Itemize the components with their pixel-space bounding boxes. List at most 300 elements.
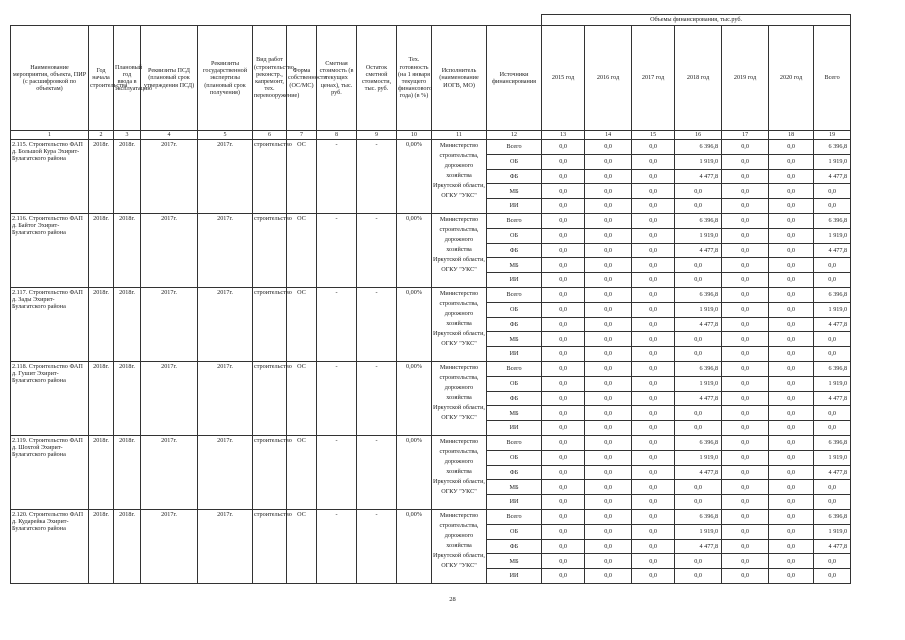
estimated-cost: - bbox=[317, 213, 357, 287]
ownership-form: ОС bbox=[287, 509, 317, 583]
amount-cell: 0,0 bbox=[769, 140, 814, 155]
amount-cell: 0,0 bbox=[632, 376, 675, 391]
amount-cell: 0,0 bbox=[814, 273, 851, 288]
start-year: 2018г. bbox=[89, 287, 114, 361]
column-number: 13 bbox=[542, 131, 585, 140]
column-number: 16 bbox=[675, 131, 722, 140]
column-number: 8 bbox=[317, 131, 357, 140]
ownership-form: ОС bbox=[287, 435, 317, 509]
amount-cell: 0,0 bbox=[632, 465, 675, 480]
amount-cell: 0,0 bbox=[675, 480, 722, 495]
amount-cell: 0,0 bbox=[769, 332, 814, 347]
amount-cell: 6 396,8 bbox=[675, 509, 722, 524]
amount-cell: 4 477,8 bbox=[675, 317, 722, 332]
amount-cell: 6 396,8 bbox=[814, 140, 851, 155]
amount-cell: 4 477,8 bbox=[675, 391, 722, 406]
amount-cell: 0,0 bbox=[542, 184, 585, 199]
funding-source: ИИ bbox=[487, 569, 542, 584]
amount-cell: 0,0 bbox=[542, 495, 585, 510]
amount-cell: 0,0 bbox=[632, 154, 675, 169]
document-page bbox=[10, 14, 850, 584]
amount-cell: 0,0 bbox=[542, 539, 585, 554]
amount-cell: 6 396,8 bbox=[814, 509, 851, 524]
amount-cell: 0,0 bbox=[585, 332, 632, 347]
amount-cell: 0,0 bbox=[542, 376, 585, 391]
amount-cell: 0,0 bbox=[585, 184, 632, 199]
amount-cell: 0,0 bbox=[814, 184, 851, 199]
amount-cell: 6 396,8 bbox=[675, 140, 722, 155]
funding-source: ОБ bbox=[487, 376, 542, 391]
amount-cell: 0,0 bbox=[542, 169, 585, 184]
amount-cell: 0,0 bbox=[814, 332, 851, 347]
tech-readiness: 0,00% bbox=[397, 140, 432, 214]
funding-source: Всего bbox=[487, 287, 542, 302]
ownership-form: ОС bbox=[287, 140, 317, 214]
project-name: 2.118. Строительство ФАП д. Гушит Эхирит-Булагатского района bbox=[11, 361, 89, 435]
amount-cell: 6 396,8 bbox=[814, 361, 851, 376]
amount-cell: 0,0 bbox=[585, 450, 632, 465]
amount-cell: 0,0 bbox=[585, 258, 632, 273]
column-number: 9 bbox=[357, 131, 397, 140]
year-header: 2015 год bbox=[542, 26, 585, 131]
amount-cell: 0,0 bbox=[632, 569, 675, 584]
column-header: Тех. готовность (на 1 января текущего финансового года) (в %) bbox=[397, 26, 432, 131]
amount-cell: 0,0 bbox=[722, 421, 769, 436]
amount-cell: 0,0 bbox=[585, 376, 632, 391]
work-type: строительство bbox=[253, 435, 287, 509]
executor: Министерство строительства, дорожного хозяйства Иркутской области, ОГКУ "УКС" bbox=[432, 140, 487, 214]
amount-cell: 0,0 bbox=[632, 258, 675, 273]
funding-source: ОБ bbox=[487, 154, 542, 169]
commission-year: 2018г. bbox=[114, 509, 141, 583]
amount-cell: 0,0 bbox=[814, 347, 851, 362]
amount-cell: 0,0 bbox=[632, 361, 675, 376]
amount-cell: 0,0 bbox=[585, 140, 632, 155]
amount-cell: 0,0 bbox=[769, 524, 814, 539]
amount-cell: 0,0 bbox=[542, 258, 585, 273]
amount-cell: 0,0 bbox=[542, 435, 585, 450]
amount-cell: 0,0 bbox=[585, 539, 632, 554]
year-header: 2017 год bbox=[632, 26, 675, 131]
funding-source: ИИ bbox=[487, 273, 542, 288]
amount-cell: 0,0 bbox=[632, 421, 675, 436]
amount-cell: 0,0 bbox=[769, 273, 814, 288]
funding-source: ОБ bbox=[487, 524, 542, 539]
amount-cell: 0,0 bbox=[722, 539, 769, 554]
amount-cell: 0,0 bbox=[769, 421, 814, 436]
commission-year: 2018г. bbox=[114, 361, 141, 435]
work-type: строительство bbox=[253, 361, 287, 435]
amount-cell: 4 477,8 bbox=[675, 243, 722, 258]
amount-cell: 0,0 bbox=[585, 169, 632, 184]
column-header: Плановый год ввода в эксплуатацию bbox=[114, 26, 141, 131]
amount-cell: 0,0 bbox=[632, 184, 675, 199]
amount-cell: 0,0 bbox=[585, 509, 632, 524]
tech-readiness: 0,00% bbox=[397, 287, 432, 361]
amount-cell: 0,0 bbox=[722, 184, 769, 199]
start-year: 2018г. bbox=[89, 213, 114, 287]
amount-cell: 0,0 bbox=[769, 347, 814, 362]
amount-cell: 0,0 bbox=[769, 361, 814, 376]
start-year: 2018г. bbox=[89, 140, 114, 214]
executor: Министерство строительства, дорожного хозяйства Иркутской области, ОГКУ "УКС" bbox=[432, 361, 487, 435]
amount-cell: 0,0 bbox=[769, 554, 814, 569]
amount-cell: 6 396,8 bbox=[675, 361, 722, 376]
amount-cell: 0,0 bbox=[722, 154, 769, 169]
funding-source: ФБ bbox=[487, 317, 542, 332]
amount-cell: 0,0 bbox=[722, 287, 769, 302]
tech-readiness: 0,00% bbox=[397, 435, 432, 509]
year-header: 2018 год bbox=[675, 26, 722, 131]
amount-cell: 4 477,8 bbox=[814, 391, 851, 406]
amount-cell: 0,0 bbox=[632, 302, 675, 317]
column-number: 11 bbox=[432, 131, 487, 140]
psd-date: 2017г. bbox=[141, 509, 198, 583]
cost-remainder: - bbox=[357, 287, 397, 361]
start-year: 2018г. bbox=[89, 361, 114, 435]
amount-cell: 0,0 bbox=[814, 480, 851, 495]
executor: Министерство строительства, дорожного хозяйства Иркутской области, ОГКУ "УКС" bbox=[432, 509, 487, 583]
commission-year: 2018г. bbox=[114, 435, 141, 509]
amount-cell: 0,0 bbox=[585, 273, 632, 288]
amount-cell: 0,0 bbox=[542, 524, 585, 539]
amount-cell: 0,0 bbox=[542, 140, 585, 155]
amount-cell: 0,0 bbox=[542, 302, 585, 317]
project-name: 2.115. Строительство ФАП д. Большой Кура Эхирит-Булагатского района bbox=[11, 140, 89, 214]
amount-cell: 0,0 bbox=[585, 317, 632, 332]
amount-cell: 1 919,0 bbox=[675, 524, 722, 539]
amount-cell: 0,0 bbox=[722, 554, 769, 569]
amount-cell: 0,0 bbox=[542, 509, 585, 524]
amount-cell: 0,0 bbox=[542, 421, 585, 436]
expertise-date: 2017г. bbox=[198, 287, 253, 361]
amount-cell: 0,0 bbox=[542, 347, 585, 362]
amount-cell: 0,0 bbox=[632, 554, 675, 569]
amount-cell: 0,0 bbox=[632, 317, 675, 332]
commission-year: 2018г. bbox=[114, 287, 141, 361]
amount-cell: 0,0 bbox=[585, 361, 632, 376]
amount-cell: 0,0 bbox=[632, 140, 675, 155]
amount-cell: 0,0 bbox=[585, 347, 632, 362]
amount-cell: 0,0 bbox=[542, 213, 585, 228]
amount-cell: 0,0 bbox=[585, 554, 632, 569]
amount-cell: 0,0 bbox=[675, 347, 722, 362]
tech-readiness: 0,00% bbox=[397, 361, 432, 435]
amount-cell: 0,0 bbox=[542, 287, 585, 302]
year-header: Всего bbox=[814, 26, 851, 131]
work-type: строительство bbox=[253, 509, 287, 583]
amount-cell: 0,0 bbox=[542, 450, 585, 465]
funding-source: Всего bbox=[487, 435, 542, 450]
amount-cell: 0,0 bbox=[722, 213, 769, 228]
expertise-date: 2017г. bbox=[198, 361, 253, 435]
amount-cell: 0,0 bbox=[814, 421, 851, 436]
amount-cell: 0,0 bbox=[722, 450, 769, 465]
column-number: 3 bbox=[114, 131, 141, 140]
amount-cell: 1 919,0 bbox=[814, 450, 851, 465]
table-row bbox=[11, 361, 851, 376]
amount-cell: 0,0 bbox=[585, 406, 632, 421]
amount-cell: 0,0 bbox=[585, 435, 632, 450]
amount-cell: 0,0 bbox=[769, 509, 814, 524]
column-number: 4 bbox=[141, 131, 198, 140]
column-number: 2 bbox=[89, 131, 114, 140]
amount-cell: 0,0 bbox=[542, 243, 585, 258]
amount-cell: 0,0 bbox=[722, 317, 769, 332]
table-row bbox=[11, 509, 851, 524]
funding-source: МБ bbox=[487, 480, 542, 495]
amount-cell: 0,0 bbox=[769, 406, 814, 421]
psd-date: 2017г. bbox=[141, 435, 198, 509]
amount-cell: 0,0 bbox=[722, 140, 769, 155]
amount-cell: 0,0 bbox=[722, 391, 769, 406]
commission-year: 2018г. bbox=[114, 140, 141, 214]
amount-cell: 4 477,8 bbox=[814, 539, 851, 554]
column-header: Источники финансирования bbox=[487, 26, 542, 131]
amount-cell: 0,0 bbox=[632, 509, 675, 524]
amount-cell: 0,0 bbox=[542, 569, 585, 584]
psd-date: 2017г. bbox=[141, 361, 198, 435]
amount-cell: 1 919,0 bbox=[675, 376, 722, 391]
amount-cell: 0,0 bbox=[632, 450, 675, 465]
amount-cell: 0,0 bbox=[769, 391, 814, 406]
amount-cell: 6 396,8 bbox=[675, 213, 722, 228]
amount-cell: 0,0 bbox=[632, 332, 675, 347]
amount-cell: 0,0 bbox=[585, 465, 632, 480]
amount-cell: 0,0 bbox=[814, 554, 851, 569]
amount-cell: 0,0 bbox=[722, 332, 769, 347]
expertise-date: 2017г. bbox=[198, 435, 253, 509]
tech-readiness: 0,00% bbox=[397, 509, 432, 583]
amount-cell: 0,0 bbox=[632, 273, 675, 288]
amount-cell: 0,0 bbox=[814, 258, 851, 273]
amount-cell: 0,0 bbox=[542, 273, 585, 288]
amount-cell: 0,0 bbox=[769, 302, 814, 317]
psd-date: 2017г. bbox=[141, 287, 198, 361]
amount-cell: 0,0 bbox=[722, 376, 769, 391]
amount-cell: 0,0 bbox=[542, 554, 585, 569]
amount-cell: 0,0 bbox=[585, 243, 632, 258]
amount-cell: 0,0 bbox=[542, 465, 585, 480]
amount-cell: 0,0 bbox=[769, 287, 814, 302]
amount-cell: 0,0 bbox=[542, 154, 585, 169]
ownership-form: ОС bbox=[287, 287, 317, 361]
column-number: 15 bbox=[632, 131, 675, 140]
amount-cell: 0,0 bbox=[675, 332, 722, 347]
amount-cell: 0,0 bbox=[722, 258, 769, 273]
amount-cell: 0,0 bbox=[585, 524, 632, 539]
column-header: Исполнитель (наименование ИОГВ, МО) bbox=[432, 26, 487, 131]
funding-source: Всего bbox=[487, 213, 542, 228]
amount-cell: 0,0 bbox=[769, 569, 814, 584]
funding-source: ФБ bbox=[487, 465, 542, 480]
psd-date: 2017г. bbox=[141, 213, 198, 287]
amount-cell: 0,0 bbox=[722, 435, 769, 450]
amount-cell: 0,0 bbox=[722, 169, 769, 184]
project-name: 2.117. Строительство ФАП д. Зады Эхирит-Булагатского района bbox=[11, 287, 89, 361]
amount-cell: 0,0 bbox=[722, 199, 769, 214]
project-name: 2.120. Строительство ФАП д. Кударейка Эхирит-Булагатского района bbox=[11, 509, 89, 583]
column-number: 17 bbox=[722, 131, 769, 140]
amount-cell: 0,0 bbox=[675, 273, 722, 288]
amount-cell: 0,0 bbox=[585, 480, 632, 495]
cost-remainder: - bbox=[357, 435, 397, 509]
cost-remainder: - bbox=[357, 509, 397, 583]
funding-source: ОБ bbox=[487, 302, 542, 317]
amount-cell: 0,0 bbox=[769, 539, 814, 554]
cost-remainder: - bbox=[357, 361, 397, 435]
amount-cell: 0,0 bbox=[632, 406, 675, 421]
amount-cell: 1 919,0 bbox=[814, 376, 851, 391]
funding-source: ОБ bbox=[487, 228, 542, 243]
table-row bbox=[11, 287, 851, 302]
amount-cell: 0,0 bbox=[769, 435, 814, 450]
funding-source: ФБ bbox=[487, 243, 542, 258]
page-number: 28 bbox=[449, 596, 456, 603]
amount-cell: 0,0 bbox=[632, 435, 675, 450]
amount-cell: 0,0 bbox=[542, 317, 585, 332]
amount-cell: 0,0 bbox=[769, 317, 814, 332]
amount-cell: 0,0 bbox=[542, 361, 585, 376]
amount-cell: 0,0 bbox=[722, 347, 769, 362]
amount-cell: 0,0 bbox=[585, 302, 632, 317]
table-row bbox=[11, 213, 851, 228]
column-number: 19 bbox=[814, 131, 851, 140]
column-number: 1 bbox=[11, 131, 89, 140]
year-header: 2020 год bbox=[769, 26, 814, 131]
amount-cell: 0,0 bbox=[585, 154, 632, 169]
column-number-row bbox=[11, 131, 851, 140]
year-header: 2016 год bbox=[585, 26, 632, 131]
funding-source: ИИ bbox=[487, 495, 542, 510]
work-type: строительство bbox=[253, 140, 287, 214]
amount-cell: 0,0 bbox=[722, 273, 769, 288]
amount-cell: 0,0 bbox=[632, 539, 675, 554]
table-row bbox=[11, 435, 851, 450]
amount-cell: 0,0 bbox=[675, 554, 722, 569]
amount-cell: 0,0 bbox=[722, 495, 769, 510]
expertise-date: 2017г. bbox=[198, 140, 253, 214]
amount-cell: 0,0 bbox=[542, 406, 585, 421]
table-body bbox=[11, 140, 851, 584]
amount-cell: 4 477,8 bbox=[814, 465, 851, 480]
amount-cell: 0,0 bbox=[585, 421, 632, 436]
funding-source: ФБ bbox=[487, 539, 542, 554]
amount-cell: 0,0 bbox=[632, 199, 675, 214]
amount-cell: 1 919,0 bbox=[675, 228, 722, 243]
amount-cell: 0,0 bbox=[632, 243, 675, 258]
funding-source: Всего bbox=[487, 140, 542, 155]
amount-cell: 0,0 bbox=[722, 243, 769, 258]
work-type: строительство bbox=[253, 287, 287, 361]
start-year: 2018г. bbox=[89, 435, 114, 509]
amount-cell: 1 919,0 bbox=[814, 154, 851, 169]
amount-cell: 0,0 bbox=[585, 213, 632, 228]
amount-cell: 0,0 bbox=[542, 228, 585, 243]
tech-readiness: 0,00% bbox=[397, 213, 432, 287]
amount-cell: 0,0 bbox=[542, 332, 585, 347]
amount-cell: 0,0 bbox=[769, 243, 814, 258]
start-year: 2018г. bbox=[89, 509, 114, 583]
amount-cell: 1 919,0 bbox=[814, 302, 851, 317]
amount-cell: 0,0 bbox=[769, 184, 814, 199]
amount-cell: 0,0 bbox=[675, 199, 722, 214]
header-spacer bbox=[11, 15, 542, 26]
table-row bbox=[11, 140, 851, 155]
funding-source: МБ bbox=[487, 406, 542, 421]
amount-cell: 4 477,8 bbox=[675, 169, 722, 184]
amount-cell: 0,0 bbox=[769, 495, 814, 510]
column-number: 6 bbox=[253, 131, 287, 140]
amount-cell: 6 396,8 bbox=[675, 435, 722, 450]
estimated-cost: - bbox=[317, 361, 357, 435]
amount-cell: 0,0 bbox=[675, 184, 722, 199]
amount-cell: 0,0 bbox=[675, 569, 722, 584]
amount-cell: 0,0 bbox=[769, 465, 814, 480]
amount-cell: 0,0 bbox=[722, 465, 769, 480]
amount-cell: 1 919,0 bbox=[814, 228, 851, 243]
amount-cell: 0,0 bbox=[769, 154, 814, 169]
amount-cell: 0,0 bbox=[632, 495, 675, 510]
executor: Министерство строительства, дорожного хозяйства Иркутской области, ОГКУ "УКС" bbox=[432, 213, 487, 287]
amount-cell: 6 396,8 bbox=[675, 287, 722, 302]
amount-cell: 0,0 bbox=[632, 391, 675, 406]
column-number: 12 bbox=[487, 131, 542, 140]
amount-cell: 0,0 bbox=[769, 480, 814, 495]
column-number: 7 bbox=[287, 131, 317, 140]
amount-cell: 0,0 bbox=[769, 199, 814, 214]
amount-cell: 4 477,8 bbox=[814, 169, 851, 184]
amount-cell: 0,0 bbox=[769, 228, 814, 243]
amount-cell: 0,0 bbox=[814, 406, 851, 421]
ownership-form: ОС bbox=[287, 213, 317, 287]
amount-cell: 0,0 bbox=[814, 569, 851, 584]
executor: Министерство строительства, дорожного хозяйства Иркутской области, ОГКУ "УКС" bbox=[432, 435, 487, 509]
amount-cell: 6 396,8 bbox=[814, 287, 851, 302]
funding-source: ОБ bbox=[487, 450, 542, 465]
amount-cell: 0,0 bbox=[814, 495, 851, 510]
amount-cell: 1 919,0 bbox=[675, 302, 722, 317]
amount-cell: 0,0 bbox=[769, 450, 814, 465]
funding-group-header: Объемы финансирования, тыс.руб. bbox=[542, 15, 851, 26]
cost-remainder: - bbox=[357, 213, 397, 287]
amount-cell: 4 477,8 bbox=[675, 539, 722, 554]
amount-cell: 0,0 bbox=[675, 495, 722, 510]
funding-source: Всего bbox=[487, 509, 542, 524]
estimated-cost: - bbox=[317, 435, 357, 509]
column-header: Реквизиты ПСД (плановый срок утверждения ПСД) bbox=[141, 26, 198, 131]
amount-cell: 0,0 bbox=[722, 524, 769, 539]
amount-cell: 0,0 bbox=[585, 569, 632, 584]
project-name: 2.119. Строительство ФАП д. Шохтой Эхирит-Булагатского района bbox=[11, 435, 89, 509]
commission-year: 2018г. bbox=[114, 213, 141, 287]
amount-cell: 0,0 bbox=[769, 376, 814, 391]
amount-cell: 0,0 bbox=[632, 169, 675, 184]
amount-cell: 0,0 bbox=[722, 228, 769, 243]
estimated-cost: - bbox=[317, 287, 357, 361]
project-name: 2.116. Строительство ФАП д. Байтог Эхирит-Булагатского района bbox=[11, 213, 89, 287]
work-type: строительство bbox=[253, 213, 287, 287]
column-header: Год начала строительства bbox=[89, 26, 114, 131]
expertise-date: 2017г. bbox=[198, 213, 253, 287]
column-number: 10 bbox=[397, 131, 432, 140]
amount-cell: 0,0 bbox=[542, 199, 585, 214]
funding-source: ИИ bbox=[487, 421, 542, 436]
amount-cell: 6 396,8 bbox=[814, 213, 851, 228]
psd-date: 2017г. bbox=[141, 140, 198, 214]
amount-cell: 0,0 bbox=[675, 406, 722, 421]
amount-cell: 0,0 bbox=[769, 258, 814, 273]
